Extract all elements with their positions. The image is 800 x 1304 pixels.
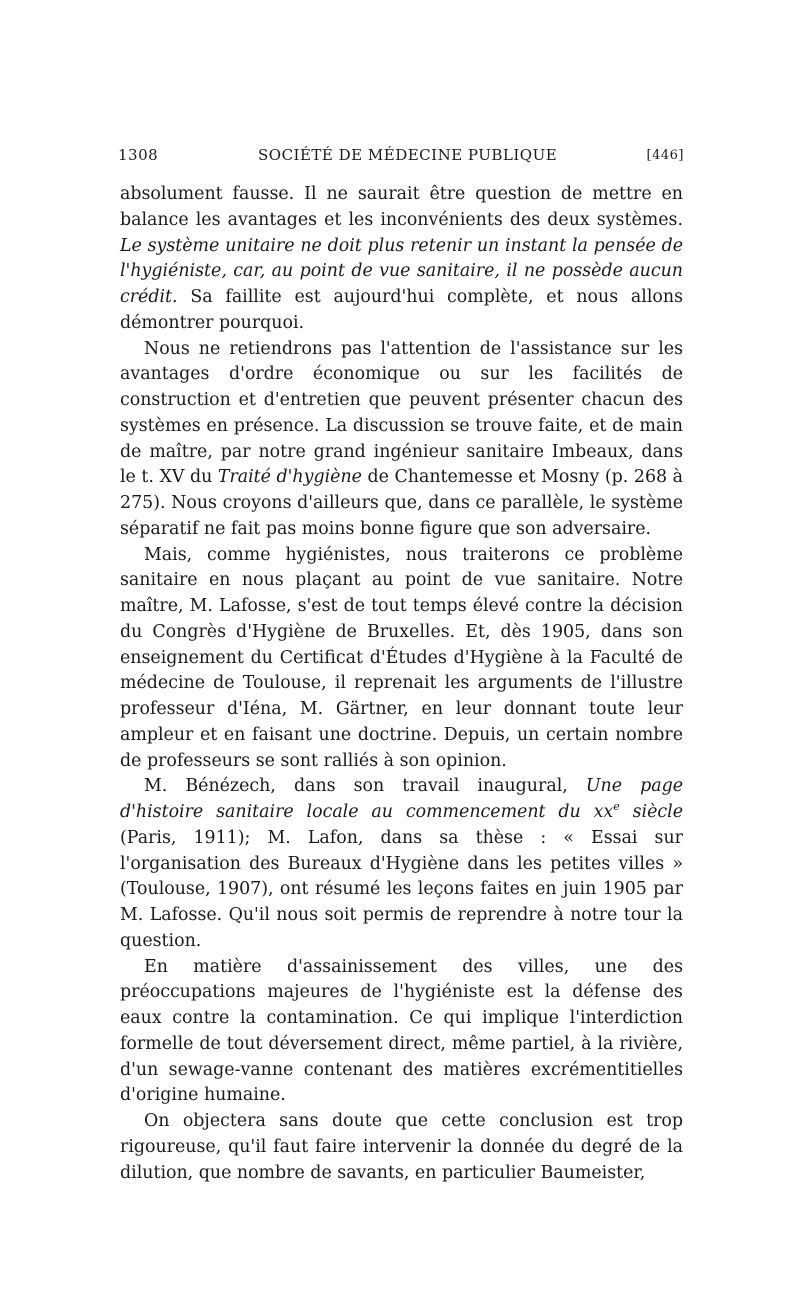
italic-text: Traité d'hygiène	[217, 467, 362, 488]
paragraph	[120, 182, 683, 337]
italic-text: Une page d'histoire sanitaire locale au commencement du xx	[120, 776, 683, 822]
body-text	[120, 182, 683, 1186]
italic-text: e	[613, 800, 620, 814]
text-segment: M. Bénézech, dans son travail inaugural,	[144, 776, 586, 797]
text-segment: Sa faillite est aujourd'hui complète, et nous allons démontrer pourquoi.	[120, 287, 683, 333]
text-segment: de Chantemesse et Mosny (p. 268 à 275). Nous croyons d'ailleurs que, dans ce parallèle, le système séparatif ne fait pas moins bonne figure que son adversaire.	[120, 467, 683, 539]
text-segment: (Paris, 1911); M. Lafon, dans sa thèse : « Essai sur l'organisation des Bureaux d'Hygiène dans les petites villes » (Toulouse, 1907), ont résumé les leçons faites en juin 1905 par M. Lafosse. Qu'il nous soit permis de reprendre à notre tour la question.	[120, 827, 683, 951]
paragraph	[120, 1109, 683, 1186]
paragraph	[120, 337, 683, 543]
text-segment: On objectera sans doute que cette conclusion est trop rigoureuse, qu'il faut faire intervenir la donnée du degré de la dilution, que nombre de savants, en particulier Baumeister,	[120, 1111, 683, 1183]
paragraph	[120, 774, 683, 954]
italic-text: siècle	[619, 802, 683, 822]
italic-text: Le système unitaire ne doit plus retenir un instant la pensée de l'hygiéniste, car, au point de vue sanitaire, il ne possède aucun crédit.	[120, 235, 683, 307]
page-number: 1308	[118, 146, 159, 164]
paragraph	[120, 955, 683, 1110]
bracket-page-number: [446]	[646, 148, 684, 163]
text-segment: absolument fausse. Il ne saurait être question de mettre en balance les avantages et les inconvénients des deux systèmes.	[120, 184, 683, 230]
text-segment: En matière d'assainissement des villes, une des préoccupations majeures de l'hygiéniste est la défense des eaux contre la contamination. Ce qui implique l'interdiction formelle de tout déversement direct, même partiel, à la rivière, d'un sewage-vanne contenant des matières excrémentitielles d'origine humaine.	[120, 956, 683, 1106]
running-head: SOCIÉTÉ DE MÉDECINE PUBLIQUE	[258, 146, 558, 164]
paragraph	[120, 543, 683, 775]
page-header	[118, 146, 684, 170]
text-segment: Mais, comme hygiénistes, nous traiterons ce problème sanitaire en nous plaçant au point de vue sanitaire. Notre maître, M. Lafosse, s'est de tout temps élevé contre la décision du Congrès d'Hygiène de Bruxelles. Et, dès 1905, dans son enseignement du Certificat d'Études d'Hygiène à la Faculté de médecine de Toulouse, il reprenait les arguments de l'illustre professeur d'Iéna, M. Gärtner, en leur donnant toute leur ampleur et en faisant une doctrine. Depuis, un certain nombre de professeurs se sont ralliés à son opinion.	[120, 544, 683, 771]
text-segment: Nous ne retiendrons pas l'attention de l'assistance sur les avantages d'ordre économique ou sur les facilités de construction et d'entretien que peuvent présenter chacun des systèmes en présence. La discussion se trouve faite, et de main de maître, par notre grand ingénieur sanitaire Imbeaux, dans le t. XV du	[120, 338, 683, 488]
